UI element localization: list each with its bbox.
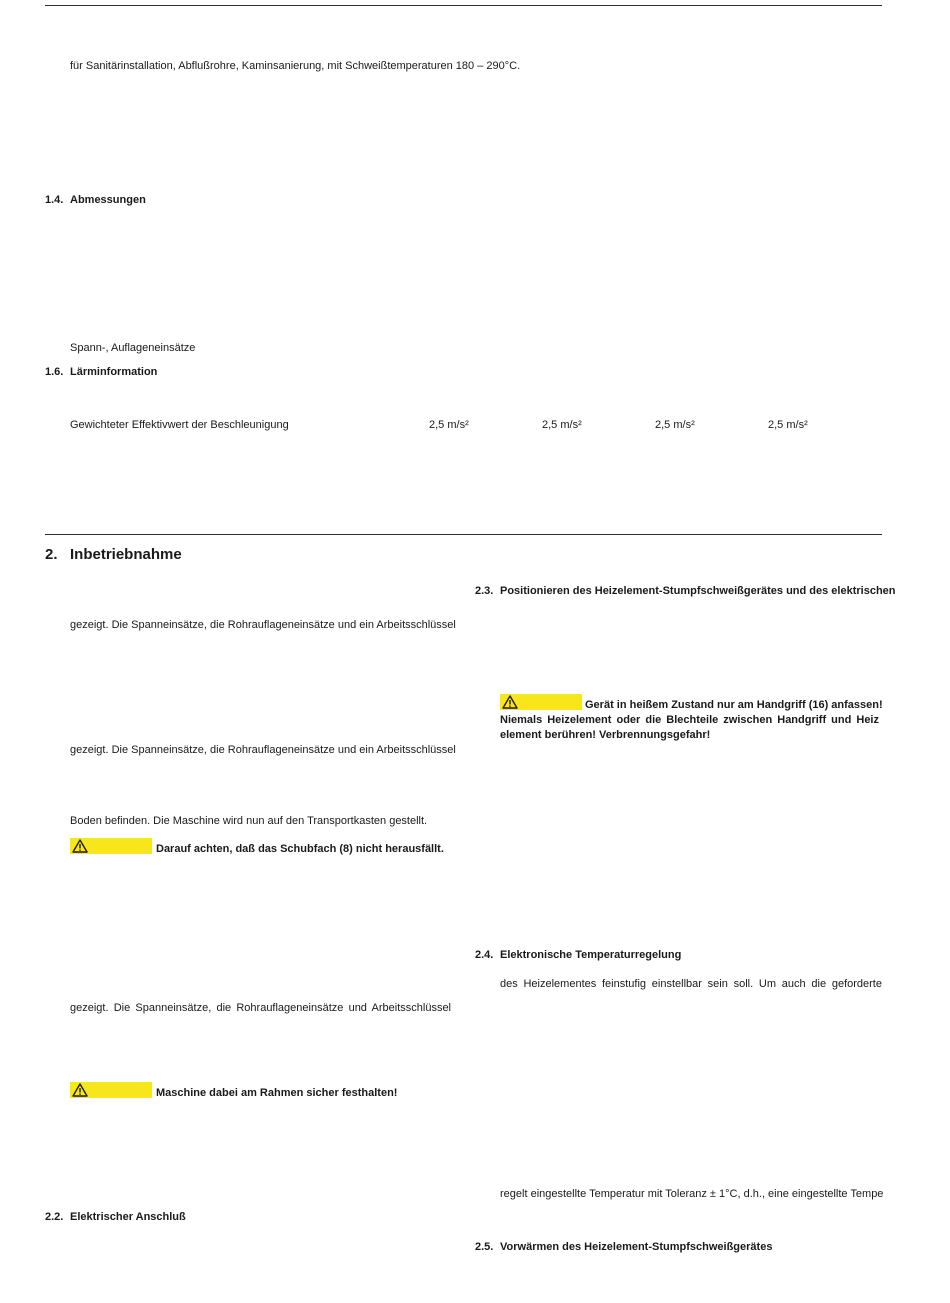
- warning-triangle-icon: [72, 839, 88, 853]
- intro-line: für Sanitärinstallation, Abflußrohre, Kaminsanierung, mit Schweißtemperaturen 180 – 290°C.: [70, 60, 521, 72]
- section-number: 2.5.: [475, 1241, 494, 1253]
- warning-label: [70, 1082, 152, 1098]
- vibration-value: 2,5 m/s²: [655, 419, 695, 431]
- right-text-line: des Heizelementes feinstufig einstellbar sein soll. Um auch die geforderte: [500, 978, 882, 990]
- warning-text: element berühren! Verbrennungsgefahr!: [500, 729, 711, 741]
- warning-triangle-icon: [72, 1083, 88, 1097]
- section-2-4-heading: [475, 949, 681, 962]
- section-number: 2.3.: [475, 585, 494, 597]
- vibration-value: 2,5 m/s²: [768, 419, 808, 431]
- section-2-2-heading: [45, 1211, 186, 1224]
- section-1-6-heading: [45, 366, 157, 379]
- section-2-5-heading: [475, 1241, 772, 1254]
- section-2-heading: [45, 546, 182, 564]
- section-title: Vorwärmen des Heizelement-Stumpfschweißgerätes: [500, 1241, 773, 1253]
- section-number: 1.6.: [45, 366, 64, 378]
- section-title: Lärminformation: [70, 366, 158, 378]
- left-text-line: gezeigt. Die Spanneinsätze, die Rohrauflageneinsätze und ein Arbeitsschlüssel: [70, 619, 456, 631]
- section-number: 2.2.: [45, 1211, 64, 1223]
- section-title: Abmessungen: [70, 194, 146, 206]
- vibration-value: 2,5 m/s²: [429, 419, 469, 431]
- section-number: 2.4.: [475, 949, 494, 961]
- vibration-label: Gewichteter Effektivwert der Beschleunigung: [70, 419, 289, 431]
- section-number: 2.: [45, 546, 58, 563]
- left-text-line: gezeigt. Die Spanneinsätze, die Rohrauflageneinsätze und ein Arbeitsschlüssel: [70, 744, 456, 756]
- left-text-line: gezeigt. Die Spanneinsätze, die Rohrauflageneinsätze und Arbeitsschlüssel: [70, 1002, 451, 1014]
- section-2-3-heading: [475, 585, 896, 598]
- warning-text: Darauf achten, daß das Schubfach (8) nicht herausfällt.: [156, 843, 444, 855]
- vibration-value: 2,5 m/s²: [542, 419, 582, 431]
- clamp-inserts-text: Spann-, Auflageneinsätze: [70, 342, 196, 354]
- right-text-line: regelt eingestellte Temperatur mit Toleranz ± 1°C, d.h., eine eingestellte Tempe: [500, 1188, 884, 1200]
- left-text-line: Boden befinden. Die Maschine wird nun auf den Transportkasten gestellt.: [70, 815, 428, 827]
- warning-text: Maschine dabei am Rahmen sicher festhalten!: [156, 1087, 398, 1099]
- section-title: Inbetriebnahme: [70, 546, 182, 563]
- top-rule: [45, 5, 882, 6]
- section-title: Elektrischer Anschluß: [70, 1211, 186, 1223]
- warning-text: Niemals Heizelement oder die Blechteile zwischen Handgriff und Heiz: [500, 714, 879, 726]
- warning-label: [70, 838, 152, 854]
- section-title: Positionieren des Heizelement-Stumpfschweißgerätes und des elektrischen: [500, 585, 896, 597]
- warning-triangle-icon: [502, 695, 518, 709]
- section-1-4-heading: [45, 194, 146, 207]
- warning-text: Gerät in heißem Zustand nur am Handgriff (16) anfassen!: [585, 699, 883, 711]
- section-2-rule: [45, 534, 882, 535]
- section-number: 1.4.: [45, 194, 64, 206]
- section-title: Elektronische Temperaturregelung: [500, 949, 682, 961]
- warning-label: [500, 694, 582, 710]
